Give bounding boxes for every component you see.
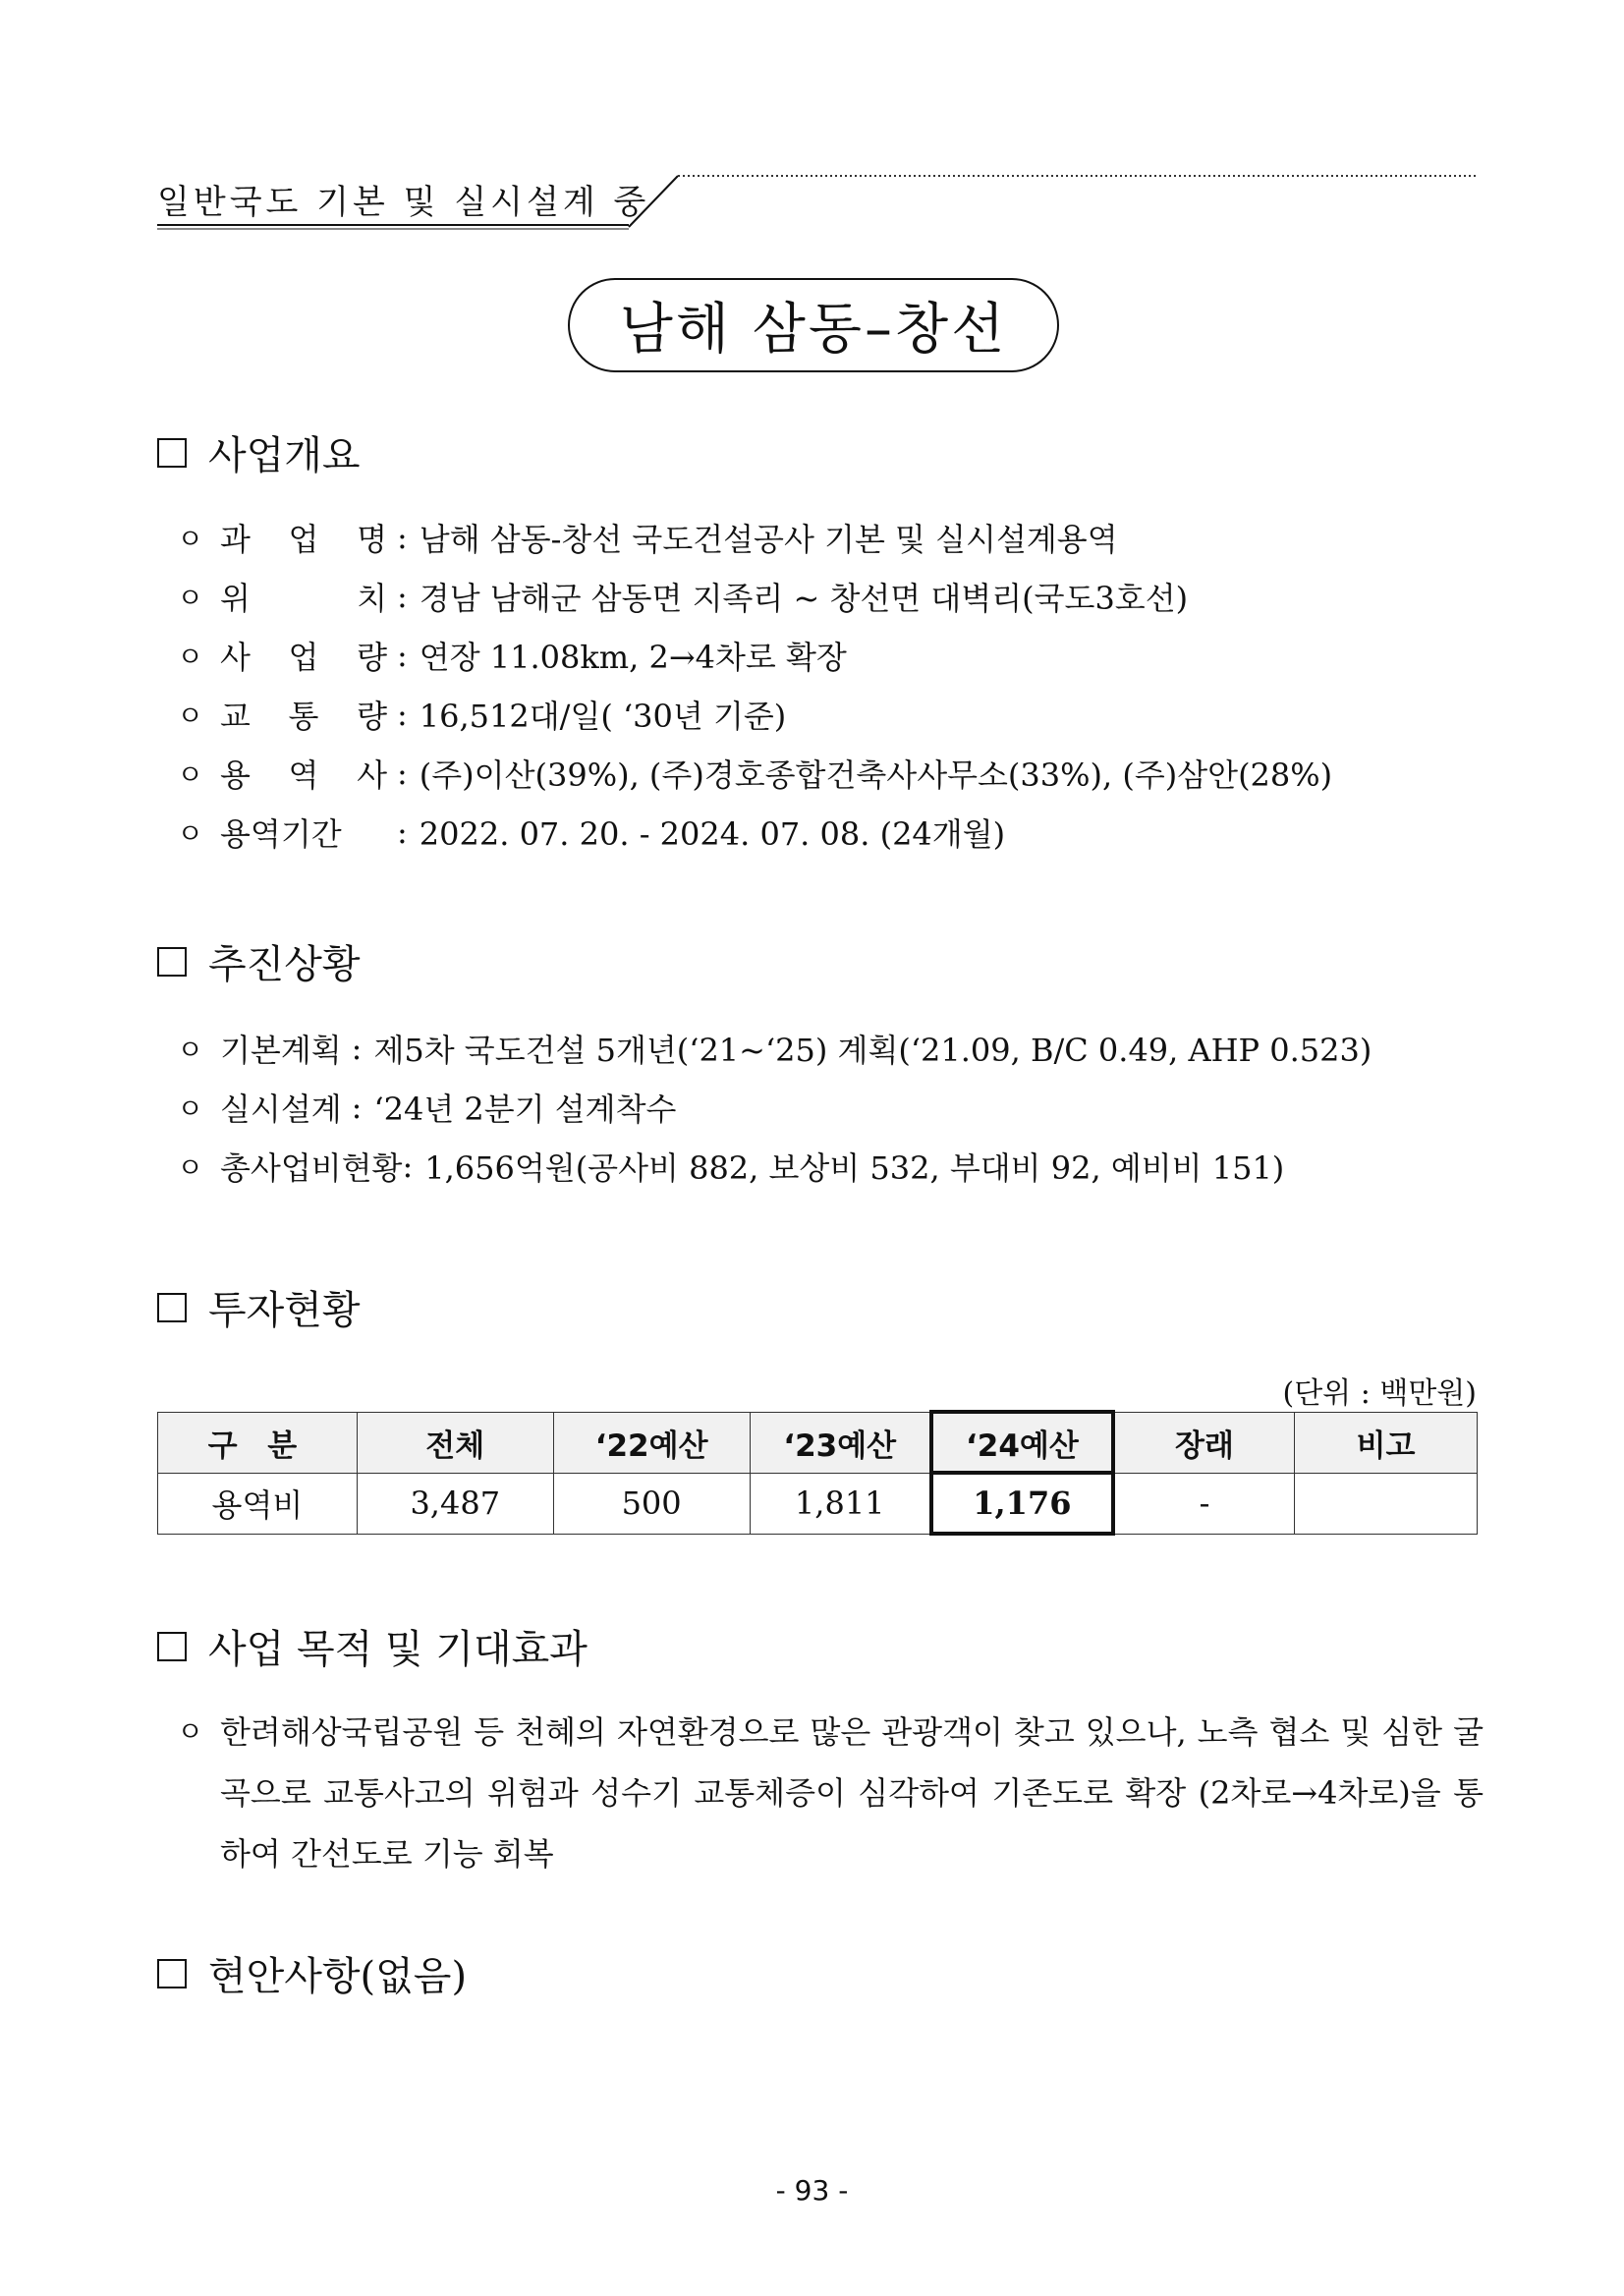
circle-bullet-icon: ㅇ xyxy=(177,1092,204,1125)
page-number: - 93 - xyxy=(775,2174,849,2207)
circle-bullet-icon: ㅇ xyxy=(177,758,204,791)
page-title: 남해 삼동–창선 xyxy=(619,298,1008,362)
overview-item: ㅇ 사 업 량 : 연장 11.08km, 2→4차로 확장 xyxy=(177,637,847,676)
title-box xyxy=(568,278,1059,372)
unit-note: (단위 : 백만원) xyxy=(1282,1376,1477,1411)
progress-item: ㅇ 총사업비현황 : 1,656억원(공사비 882, 보상비 532, 부대비 92, 예비비 151) xyxy=(177,1148,1285,1187)
table-cell: 1,811 xyxy=(750,1473,931,1534)
column-header: 장래 xyxy=(1113,1412,1295,1473)
section-heading-progress: 추진상황 xyxy=(157,933,361,989)
progress-item: ㅇ 기본계획 : 제5차 국도건설 5개년(‘21~‘25) 계획(‘21.09, B/C 0.49, AHP 0.523) xyxy=(177,1030,1372,1069)
circle-bullet-icon: ㅇ xyxy=(177,523,204,555)
circle-bullet-icon: ㅇ xyxy=(177,641,204,673)
overview-item: ㅇ 용 역 사 : (주)이산(39%), (주)경호종합건축사사무소(33%), (주)삼안(28%) xyxy=(177,755,1333,794)
header-label: 일반국도 기본 및 실시설계 중 xyxy=(157,183,650,222)
section-heading-overview: 사업개요 xyxy=(157,424,361,480)
section-heading-purpose: 사업 목적 및 기대효과 xyxy=(157,1618,588,1674)
column-header: 구 분 xyxy=(158,1412,358,1473)
circle-bullet-icon: ㅇ xyxy=(177,1034,204,1066)
section-heading-investment: 투자현황 xyxy=(157,1279,361,1335)
investment-table xyxy=(157,1410,1478,1536)
overview-item: ㅇ 과 업 명 : 남해 삼동-창선 국도건설공사 기본 및 실시설계용역 xyxy=(177,519,1118,558)
table-cell: 3,487 xyxy=(357,1473,553,1534)
column-header: 비고 xyxy=(1295,1412,1478,1473)
square-bullet-icon xyxy=(157,1293,187,1322)
overview-item: ㅇ 교 통 량 : 16,512대/일( ‘30년 기준) xyxy=(177,696,787,735)
table-cell xyxy=(1295,1473,1478,1534)
square-bullet-icon xyxy=(157,438,187,468)
table-cell: 용역비 xyxy=(158,1473,358,1534)
circle-bullet-icon: ㅇ xyxy=(177,1715,204,1748)
square-bullet-icon xyxy=(157,947,187,977)
column-header: ‘23예산 xyxy=(750,1412,931,1473)
progress-item: ㅇ 실시설계 : ‘24년 2분기 설계착수 xyxy=(177,1089,677,1128)
column-header: 전체 xyxy=(357,1412,553,1473)
table-cell: 1,176 xyxy=(931,1473,1113,1534)
circle-bullet-icon: ㅇ xyxy=(177,582,204,614)
overview-item: ㅇ 용역기간 : 2022. 07. 20. - 2024. 07. 08. (24개월) xyxy=(177,813,1006,853)
square-bullet-icon xyxy=(157,1959,187,1988)
overview-item: ㅇ 위 치 : 경남 남해군 삼동면 지족리 ~ 창선면 대벽리(국도3호선) xyxy=(177,578,1189,617)
column-header: ‘24예산 xyxy=(931,1412,1113,1473)
table-cell: - xyxy=(1113,1473,1295,1534)
table-row xyxy=(158,1473,1478,1534)
circle-bullet-icon: ㅇ xyxy=(177,1151,204,1184)
square-bullet-icon xyxy=(157,1632,187,1661)
column-header: ‘22예산 xyxy=(553,1412,750,1473)
section-heading-issues: 현안사항(없음) xyxy=(157,1945,467,2001)
purpose-paragraph: ㅇ 한려해상국립공원 등 천혜의 자연환경으로 많은 관광객이 찾고 있으나, 노측 협소 및 심한 굴곡으로 교통사고의 위험과 성수기 교통체증이 심각하여 기존도로 확장 (2차로→4차로)을 통하여 간선도로 기능 회복 xyxy=(177,1702,1484,1884)
circle-bullet-icon: ㅇ xyxy=(177,817,204,850)
table-header-row xyxy=(158,1412,1478,1473)
circle-bullet-icon: ㅇ xyxy=(177,700,204,732)
table-cell: 500 xyxy=(553,1473,750,1534)
